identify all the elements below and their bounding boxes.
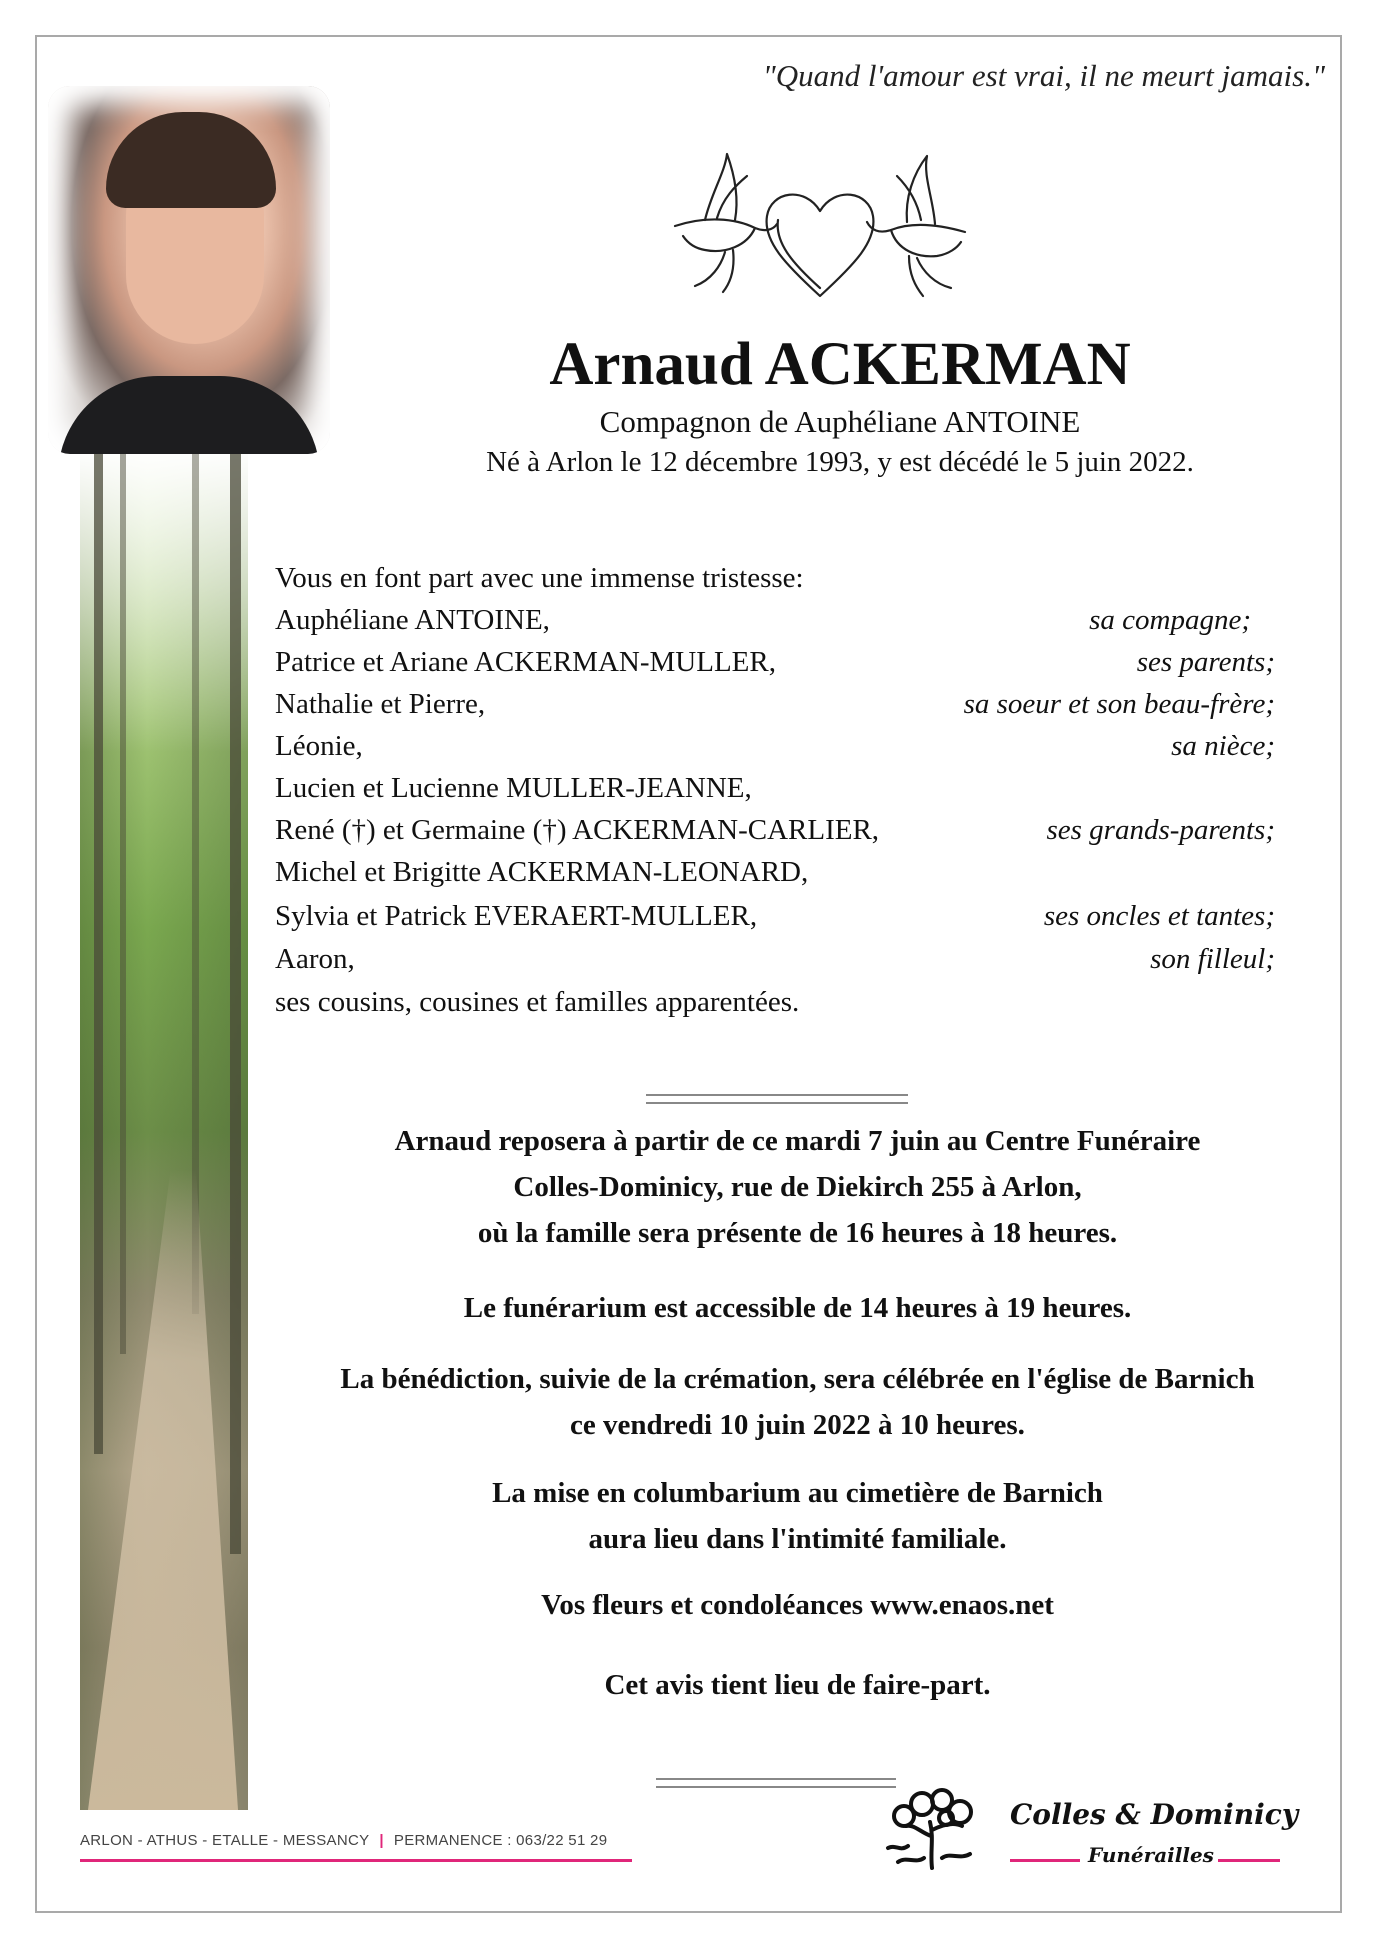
family-names: René (†) et Germaine (†) ACKERMAN-CARLIER, <box>275 814 880 846</box>
tree-logo-icon <box>884 1786 984 1870</box>
family-row <box>275 772 1275 812</box>
logo-accent-line <box>1010 1859 1080 1862</box>
notice-funerarium: Le funérarium est accessible de 14 heures à 19 heures. <box>463 1292 1132 1324</box>
family-names: Sylvia et Patrick EVERAERT-MULLER, <box>275 900 758 932</box>
notice-line: Colles-Dominicy, rue de Diekirch 255 à Arlon, <box>513 1171 1082 1203</box>
family-relation: ses parents; <box>1136 646 1275 678</box>
family-relation: sa compagne; <box>1089 604 1251 636</box>
company-logo-subtitle: Funérailles <box>1088 1843 1214 1867</box>
notice-columbarium <box>265 1470 1330 1562</box>
notice-line: ce vendredi 10 juin 2022 à 10 heures. <box>570 1409 1025 1441</box>
birth-death-line: Né à Arlon le 12 décembre 1993, y est décédé le 5 juin 2022. <box>486 446 1194 478</box>
family-relation: ses grands-parents; <box>1046 814 1275 846</box>
forest-path-image <box>80 454 248 1810</box>
family-row <box>275 688 1275 728</box>
family-row <box>275 814 1275 854</box>
family-row <box>275 900 1275 940</box>
bottom-divider <box>656 1778 896 1788</box>
family-relation: son filleul; <box>1150 943 1275 975</box>
family-names: Nathalie et Pierre, <box>275 688 486 720</box>
logo-accent-line <box>1218 1859 1280 1862</box>
notice-blessing <box>265 1356 1330 1448</box>
company-logo-name: Colles & Dominicy <box>1010 1798 1299 1831</box>
family-row <box>275 943 1275 983</box>
family-names: Patrice et Ariane ACKERMAN-MULLER, <box>275 646 776 678</box>
footer-locations: ARLON - ATHUS - ETALLE - MESSANCY <box>80 1832 370 1849</box>
family-relation: sa soeur et son beau-frère; <box>963 688 1275 720</box>
family-intro: Vous en font part avec une immense tristesse: <box>275 562 804 594</box>
epigraph-quote: "Quand l'amour est vrai, il ne meurt jamais." <box>762 58 1325 93</box>
footer-accent-line <box>80 1859 632 1862</box>
family-names: Aaron, <box>275 943 355 975</box>
notice-line: La bénédiction, suivie de la crémation, sera célébrée en l'église de Barnich <box>340 1363 1255 1395</box>
family-relation: sa nièce; <box>1171 730 1275 762</box>
notice-announcement: Cet avis tient lieu de faire-part. <box>604 1669 991 1701</box>
doves-heart-icon <box>665 146 975 316</box>
family-names: Auphéliane ANTOINE, <box>275 604 550 636</box>
family-names: Lucien et Lucienne MULLER-JEANNE, <box>275 772 752 804</box>
family-row <box>275 604 1275 644</box>
notice-line: où la famille sera présente de 16 heures à 18 heures. <box>477 1217 1118 1249</box>
family-names: Michel et Brigitte ACKERMAN-LEONARD, <box>275 856 809 888</box>
footer-contact: ARLON - ATHUS - ETALLE - MESSANCY | PERMANENCE : 063/22 51 29 <box>80 1832 608 1849</box>
family-row <box>275 646 1275 686</box>
deceased-name: Arnaud ACKERMAN <box>549 331 1131 398</box>
notice-rest <box>265 1118 1330 1256</box>
portrait-photo <box>48 86 330 454</box>
family-row <box>275 856 1275 896</box>
notice-condolences: Vos fleurs et condoléances www.enaos.net <box>541 1589 1054 1621</box>
notice-line: aura lieu dans l'intimité familiale. <box>588 1523 1007 1555</box>
companion-line: Compagnon de Auphéliane ANTOINE <box>599 404 1081 439</box>
footer-permanence: PERMANENCE : 063/22 51 29 <box>393 1832 608 1849</box>
notice-line: La mise en columbarium au cimetière de Barnich <box>492 1477 1103 1509</box>
family-relation: ses oncles et tantes; <box>1043 900 1275 932</box>
family-names: Léonie, <box>275 730 363 762</box>
family-row <box>275 730 1275 770</box>
family-outro: ses cousins, cousines et familles apparentées. <box>275 986 800 1018</box>
section-divider <box>646 1094 908 1104</box>
notice-line: Arnaud reposera à partir de ce mardi 7 juin au Centre Funéraire <box>394 1125 1201 1157</box>
